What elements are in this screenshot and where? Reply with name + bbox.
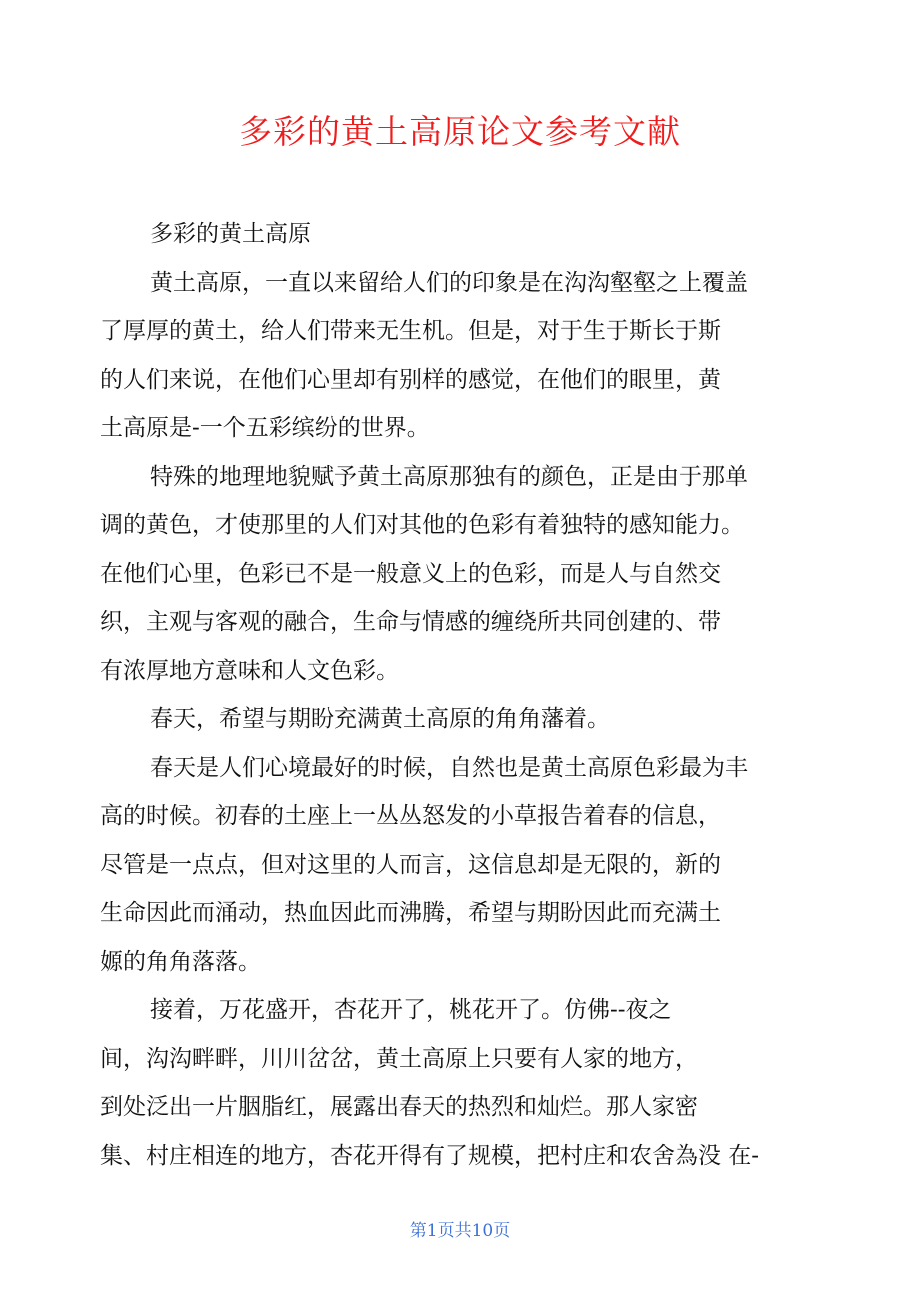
text-line: 接着，万花盛开，杏花开了，桃花开了。仿佛--夜之 <box>150 997 672 1023</box>
text-line: 在他们心里，色彩已不是一般意义上的色彩，而是人与自然交 <box>100 560 721 587</box>
text-line: 春天是人们心境最好的时候，自然也是黄土高原色彩最为丰 <box>150 754 748 781</box>
text-line: 高的时候。初春的土座上一丛丛怒发的小草报告着春的信息， <box>100 803 721 829</box>
text-line: 嫄的角角落落。 <box>100 948 261 975</box>
text-line: 春天，希望与期盼充满黄土高原的角角藩着。 <box>150 706 610 732</box>
text-line: 多彩的黄土高原 <box>150 221 311 247</box>
document-title: 多彩的黄土高原论文参考文献 <box>239 112 681 151</box>
text-line: 到处泛出一片胭脂红，展露出春天的热烈和灿烂。那人家密 <box>100 1094 698 1120</box>
text-line: 有浓厚地方意味和人文色彩。 <box>100 657 399 684</box>
text-line: 调的黄色，才使那里的人们对其他的色彩有着独特的感知能力。 <box>100 512 744 538</box>
page-number-footer: 第1页共10页 <box>409 1221 511 1241</box>
text-line: 尽管是一点点，但对这里的人而言，这信息却是无限的，新的 <box>100 851 721 878</box>
text-line: 间，沟沟畔畔，川川岔岔，黄土高原上只要有人家的地方， <box>100 1045 698 1072</box>
document-body <box>100 210 800 1180</box>
text-line: 集、村庄相连的地方，杏花开得有了规模，把村庄和农舍為没 在- <box>100 1142 760 1169</box>
text-line: 特殊的地理地貌赋予黄土高原那独有的颜色，正是由于那单 <box>150 463 748 490</box>
text-line: 的人们来说，在他们心里却有别样的感觉，在他们的眼里，黄 <box>100 366 721 393</box>
text-line: 生命因此而涌动，热血因此而沸腾，希望与期盼因此而充满土 <box>100 900 721 926</box>
text-line: 织，主观与客观的融合，生命与情感的缠绕所共同创建的、带 <box>100 609 721 635</box>
text-line: 黄土高原，一直以来留给人们的印象是在沟沟壑壑之上覆盖 <box>150 269 748 296</box>
text-line: 土高原是-一个五彩缤纷的世界。 <box>100 415 430 441</box>
text-line: 了厚厚的黄土，给人们带来无生机。但是，对于生于斯长于斯 <box>100 318 721 344</box>
